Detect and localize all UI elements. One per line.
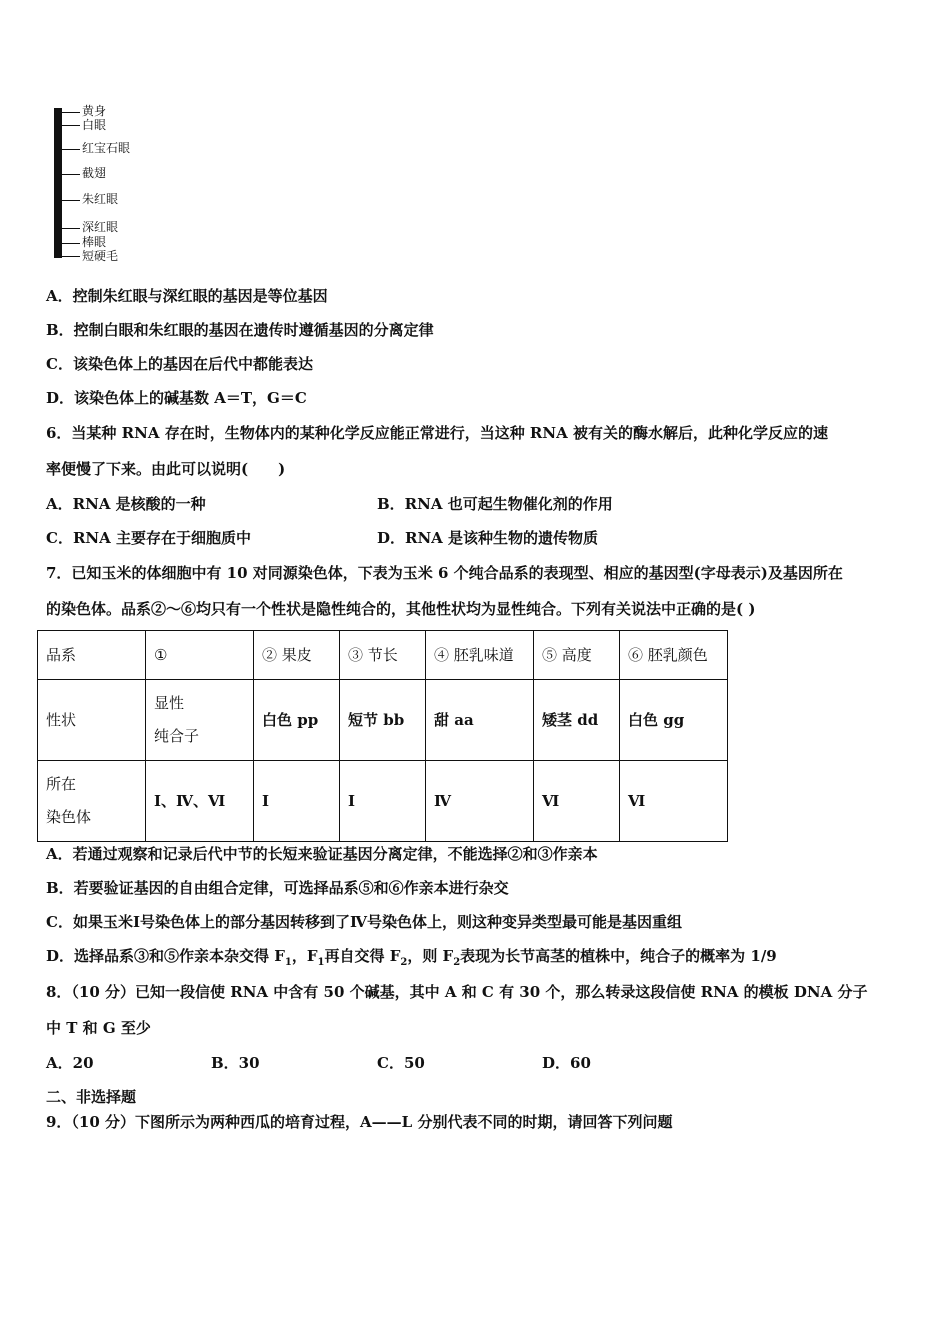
table-cell: Ⅰ bbox=[254, 761, 340, 842]
q6-stem-line2: 率便慢了下来。由此可以说明( ) bbox=[46, 460, 286, 478]
gene-label-white-eye: 白眼 bbox=[82, 118, 107, 132]
q5-option-c: C．该染色体上的基因在后代中都能表达 bbox=[46, 355, 313, 373]
table-cell: ② 果皮 bbox=[254, 631, 340, 680]
table-row-chromosomes bbox=[38, 761, 728, 842]
chromosome-bar bbox=[54, 108, 62, 258]
table-cell: Ⅰ bbox=[340, 761, 426, 842]
table-cell: 矮茎 dd bbox=[534, 680, 620, 761]
table-cell: ① bbox=[146, 631, 254, 680]
text-segment: ，则 F bbox=[407, 947, 454, 965]
subscript: 1 bbox=[317, 957, 325, 968]
q6-option-a: A．RNA 是核酸的一种 bbox=[46, 495, 206, 513]
table-cell: 品系 bbox=[38, 631, 146, 680]
table-cell: ④ 胚乳味道 bbox=[426, 631, 534, 680]
gene-label-yellow-body: 黄身 bbox=[82, 104, 107, 118]
q8-option-a: A．20 bbox=[46, 1054, 94, 1072]
table-cell-line: 纯合子 bbox=[154, 727, 200, 745]
gene-tick bbox=[62, 200, 80, 201]
gene-label-bar-eye: 棒眼 bbox=[82, 235, 107, 249]
gene-tick bbox=[62, 228, 80, 229]
q6-stem-line1: 6．当某种 RNA 存在时，生物体内的某种化学反应能正常进行，当这种 RNA 被有关的酶水解后，此种化学反应的速 bbox=[46, 424, 828, 442]
q6-option-c: C．RNA 主要存在于细胞质中 bbox=[46, 529, 251, 547]
table-row-header bbox=[38, 631, 728, 680]
table-cell: 白色 pp bbox=[254, 680, 340, 761]
table-cell: 性状 bbox=[38, 680, 146, 761]
q8-option-b: B．30 bbox=[211, 1054, 260, 1072]
q8-option-d: D．60 bbox=[542, 1054, 591, 1072]
table-cell bbox=[38, 761, 146, 842]
gene-tick bbox=[62, 174, 80, 175]
table-cell: ⑤ 高度 bbox=[534, 631, 620, 680]
table-cell: 短节 bb bbox=[340, 680, 426, 761]
gene-label-vermilion-eye: 朱红眼 bbox=[82, 192, 119, 206]
q5-option-a: A．控制朱红眼与深红眼的基因是等位基因 bbox=[46, 287, 328, 305]
text-segment: ，F bbox=[291, 947, 318, 965]
gene-tick bbox=[62, 149, 80, 150]
q8-stem-line1: 8．（10 分）已知一段信使 RNA 中含有 50 个碱基，其中 A 和 C 有 30 个，那么转录这段信使 RNA 的模板 DNA 分子 bbox=[46, 983, 868, 1001]
gene-label-dark-red-eye: 深红眼 bbox=[82, 220, 119, 234]
gene-tick bbox=[62, 256, 80, 257]
q6-option-b: B．RNA 也可起生物催化剂的作用 bbox=[377, 495, 613, 513]
table-cell: Ⅰ、Ⅳ、Ⅵ bbox=[146, 761, 254, 842]
q7-option-a: A．若通过观察和记录后代中节的长短来验证基因分离定律，不能选择②和③作亲本 bbox=[46, 845, 598, 863]
gene-label-ruby-eye: 红宝石眼 bbox=[82, 141, 131, 155]
table-cell: ⑥ 胚乳颜色 bbox=[620, 631, 728, 680]
chromosome-diagram bbox=[50, 104, 190, 266]
traits-table bbox=[37, 630, 728, 842]
table-cell-line: 所在 bbox=[46, 775, 77, 793]
gene-tick bbox=[62, 112, 80, 113]
table-cell: 甜 aa bbox=[426, 680, 534, 761]
table-cell: 白色 gg bbox=[620, 680, 728, 761]
gene-label-short-bristle: 短硬毛 bbox=[82, 249, 119, 263]
q7-option-c: C．如果玉米Ⅰ号染色体上的部分基因转移到了Ⅳ号染色体上，则这种变异类型最可能是基因重组 bbox=[46, 913, 682, 931]
q7-option-d bbox=[46, 946, 777, 973]
table-cell bbox=[146, 680, 254, 761]
table-cell-line: 染色体 bbox=[46, 808, 92, 826]
subscript: 1 bbox=[284, 957, 292, 968]
q7-stem-line2: 的染色体。品系②～⑥均只有一个性状是隐性纯合的，其他性状均为显性纯合。下列有关说法中正确的是( ) bbox=[46, 600, 756, 618]
table-cell: ③ 节长 bbox=[340, 631, 426, 680]
gene-tick bbox=[62, 125, 80, 126]
q9-stem-line1: 9．（10 分）下图所示为两种西瓜的培育过程，A——L 分别代表不同的时期，请回答下列问题 bbox=[46, 1113, 673, 1131]
gene-label-cut-wing: 截翅 bbox=[82, 166, 107, 180]
q7-stem-line1: 7．已知玉米的体细胞中有 10 对同源染色体，下表为玉米 6 个纯合品系的表现型、相应的基因型(字母表示)及基因所在 bbox=[46, 564, 843, 582]
text-segment: 表现为长节高茎的植株中，纯合子的概率为 1/9 bbox=[460, 947, 777, 965]
table-cell-line: 显性 bbox=[154, 694, 185, 712]
q7-option-b: B．若要验证基因的自由组合定律，可选择品系⑤和⑥作亲本进行杂交 bbox=[46, 879, 509, 897]
q8-stem-line2: 中 T 和 G 至少 bbox=[46, 1019, 151, 1037]
section-title: 二、非选择题 bbox=[46, 1088, 137, 1106]
table-cell: Ⅵ bbox=[620, 761, 728, 842]
text-segment: D．选择品系③和⑤作亲本杂交得 F bbox=[46, 947, 285, 965]
table-cell: Ⅳ bbox=[426, 761, 534, 842]
q6-option-d: D．RNA 是该种生物的遗传物质 bbox=[377, 529, 599, 547]
gene-tick bbox=[62, 243, 80, 244]
subscript: 2 bbox=[400, 957, 408, 968]
q5-option-b: B．控制白眼和朱红眼的基因在遗传时遵循基因的分离定律 bbox=[46, 321, 434, 339]
subscript: 2 bbox=[453, 957, 461, 968]
table-cell: Ⅵ bbox=[534, 761, 620, 842]
q5-option-d: D．该染色体上的碱基数 A＝T，G＝C bbox=[46, 389, 307, 407]
text-segment: 再自交得 F bbox=[324, 947, 401, 965]
q8-option-c: C．50 bbox=[377, 1054, 425, 1072]
table-row-traits bbox=[38, 680, 728, 761]
